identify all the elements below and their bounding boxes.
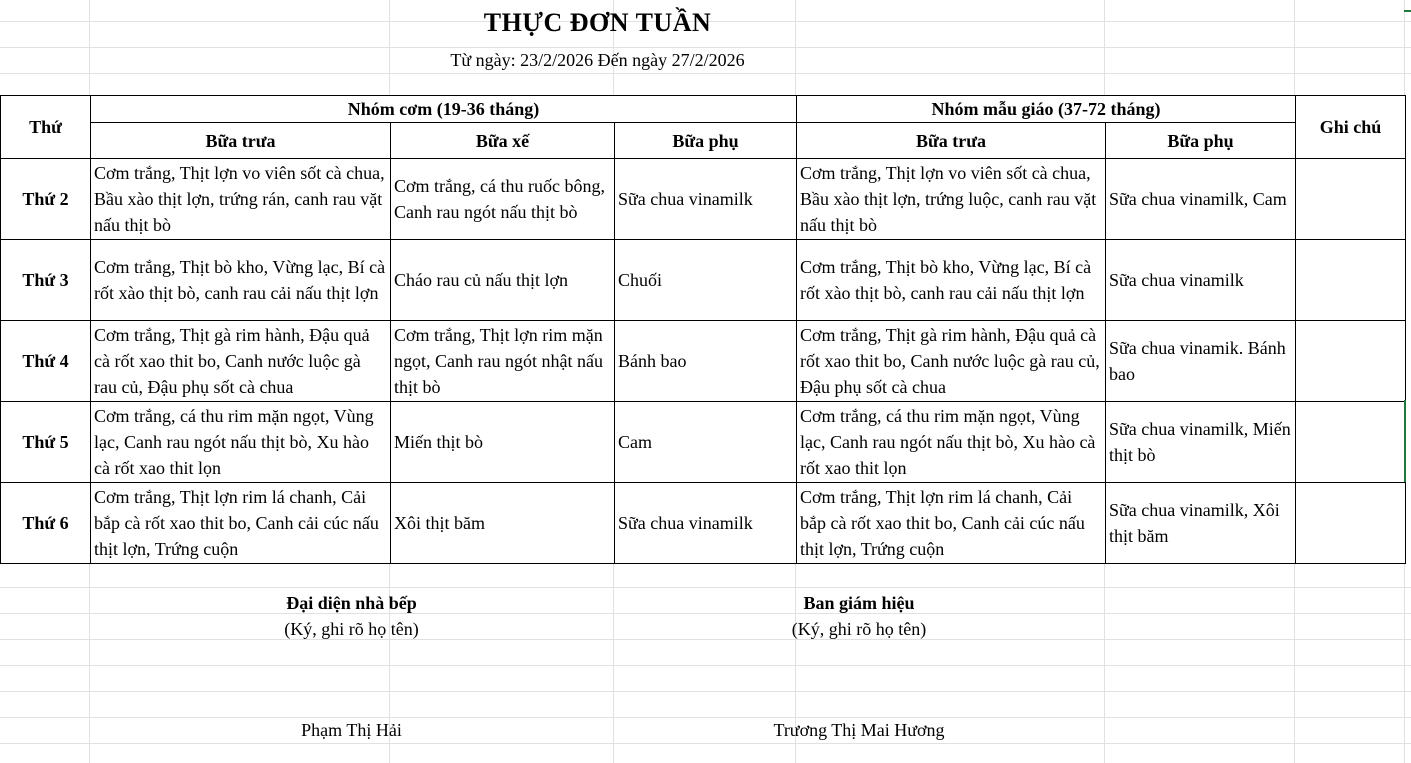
- mg-phu-cell[interactable]: Sữa chua vinamik. Bánh bao: [1106, 321, 1296, 402]
- com-trua-cell[interactable]: Cơm trắng, Thịt lợn vo viên sốt cà chua, Bầu xào thịt lợn, trứng rán, canh rau vặt nấu thịt bò: [91, 159, 391, 240]
- table-row: [1, 240, 1406, 321]
- com-phu-cell[interactable]: Cam: [615, 402, 797, 483]
- day-cell[interactable]: Thứ 4: [1, 321, 91, 402]
- subheader-row: [1, 123, 1406, 159]
- note-cell[interactable]: [1296, 483, 1406, 564]
- table-row: [1, 402, 1406, 483]
- com-phu-cell[interactable]: Sữa chua vinamilk: [615, 159, 797, 240]
- day-cell[interactable]: Thứ 5: [1, 402, 91, 483]
- mg-phu-cell[interactable]: Sữa chua vinamilk: [1106, 240, 1296, 321]
- com-phu-cell[interactable]: Bánh bao: [615, 321, 797, 402]
- col-com-bua-xe[interactable]: Bữa xế: [391, 123, 615, 159]
- com-xe-cell[interactable]: Miến thịt bò: [391, 402, 615, 483]
- weekly-menu-table: [0, 95, 1406, 564]
- table-row: [1, 159, 1406, 240]
- com-trua-cell[interactable]: Cơm trắng, Thịt gà rim hành, Đậu quả cà rốt xao thit bo, Canh nước luộc gà rau củ, Đậu phụ sốt cà chua: [91, 321, 391, 402]
- gridline: [0, 665, 1411, 666]
- gridline: [0, 73, 1411, 74]
- gridline: [0, 691, 1411, 692]
- col-notes-header[interactable]: Ghi chú: [1296, 96, 1406, 159]
- com-xe-cell[interactable]: Cháo rau củ nấu thịt lợn: [391, 240, 615, 321]
- group-com-header[interactable]: Nhóm cơm (19-36 tháng): [91, 96, 797, 123]
- active-cell-indicator: [1404, 400, 1406, 482]
- note-cell[interactable]: [1296, 240, 1406, 321]
- com-phu-cell[interactable]: Sữa chua vinamilk: [615, 483, 797, 564]
- gridline: [0, 587, 1411, 588]
- page-title: THỰC ĐƠN TUẦN: [483, 8, 712, 37]
- kitchen-title: Đại diện nhà bếp: [286, 593, 417, 613]
- day-cell[interactable]: Thứ 2: [1, 159, 91, 240]
- com-trua-cell[interactable]: Cơm trắng, Thịt bò kho, Vừng lạc, Bí cà rốt xào thịt bò, canh rau cải nấu thịt lợn: [91, 240, 391, 321]
- selection-marker: [1404, 10, 1411, 12]
- note-cell[interactable]: [1296, 159, 1406, 240]
- board-title: Ban giám hiệu: [803, 593, 915, 613]
- gridline: [0, 717, 1411, 718]
- board-signature-block: [614, 590, 1104, 642]
- note-cell[interactable]: [1296, 402, 1406, 483]
- kitchen-signature-block: [90, 590, 613, 642]
- mg-trua-cell[interactable]: Cơm trắng, Thịt lợn rim lá chanh, Cải bắp cà rốt xao thit bo, Canh cải cúc nấu thịt lợn, Trứng cuộn: [797, 483, 1106, 564]
- mg-trua-cell[interactable]: Cơm trắng, Thịt gà rim hành, Đậu quả cà rốt xao thit bo, Canh nước luộc gà rau củ, Đậu phụ sốt cà chua: [797, 321, 1106, 402]
- com-phu-cell[interactable]: Chuối: [615, 240, 797, 321]
- gridline: [0, 743, 1411, 744]
- mg-trua-cell[interactable]: Cơm trắng, Thịt bò kho, Vừng lạc, Bí cà rốt xào thịt bò, canh rau cải nấu thịt lợn: [797, 240, 1106, 321]
- gridline: [0, 47, 1411, 48]
- kitchen-subtitle: (Ký, ghi rõ họ tên): [284, 619, 419, 639]
- col-mg-bua-phu[interactable]: Bữa phụ: [1106, 123, 1296, 159]
- note-cell[interactable]: [1296, 321, 1406, 402]
- com-trua-cell[interactable]: Cơm trắng, cá thu rim mặn ngọt, Vùng lạc, Canh rau ngót nấu thịt bò, Xu hào cà rốt xao thit lọn: [91, 402, 391, 483]
- com-xe-cell[interactable]: Cơm trắng, cá thu ruốc bông, Canh rau ngót nấu thịt bò: [391, 159, 615, 240]
- mg-phu-cell[interactable]: Sữa chua vinamilk, Xôi thịt băm: [1106, 483, 1296, 564]
- board-subtitle: (Ký, ghi rõ họ tên): [791, 619, 927, 639]
- col-mg-bua-trua[interactable]: Bữa trưa: [797, 123, 1106, 159]
- date-range: Từ ngày: 23/2/2026 Đến ngày 27/2/2026: [450, 50, 745, 70]
- table-row: [1, 321, 1406, 402]
- col-com-bua-phu[interactable]: Bữa phụ: [615, 123, 797, 159]
- mg-phu-cell[interactable]: Sữa chua vinamilk, Cam: [1106, 159, 1296, 240]
- table-row: [1, 483, 1406, 564]
- mg-trua-cell[interactable]: Cơm trắng, Thịt lợn vo viên sốt cà chua, Bầu xào thịt lợn, trứng luộc, canh rau vặt nấu thịt bò: [797, 159, 1106, 240]
- col-com-bua-trua[interactable]: Bữa trưa: [91, 123, 391, 159]
- mg-phu-cell[interactable]: Sữa chua vinamilk, Miến thịt bò: [1106, 402, 1296, 483]
- board-signer-name: Trương Thị Mai Hương: [773, 720, 945, 740]
- kitchen-signer-name: Phạm Thị Hải: [301, 720, 402, 740]
- day-cell[interactable]: Thứ 3: [1, 240, 91, 321]
- com-xe-cell[interactable]: Cơm trắng, Thịt lợn rim mặn ngọt, Canh rau ngót nhật nấu thịt bò: [391, 321, 615, 402]
- header-row: [1, 96, 1406, 123]
- com-xe-cell[interactable]: Xôi thịt băm: [391, 483, 615, 564]
- col-day-header[interactable]: Thứ: [1, 96, 91, 159]
- mg-trua-cell[interactable]: Cơm trắng, cá thu rim mặn ngọt, Vùng lạc, Canh rau ngót nấu thịt bò, Xu hào cà rốt xao thit lọn: [797, 402, 1106, 483]
- group-mau-giao-header[interactable]: Nhóm mẫu giáo (37-72 tháng): [797, 96, 1296, 123]
- com-trua-cell[interactable]: Cơm trắng, Thịt lợn rim lá chanh, Cải bắp cà rốt xao thit bo, Canh cải cúc nấu thịt lợn, Trứng cuộn: [91, 483, 391, 564]
- day-cell[interactable]: Thứ 6: [1, 483, 91, 564]
